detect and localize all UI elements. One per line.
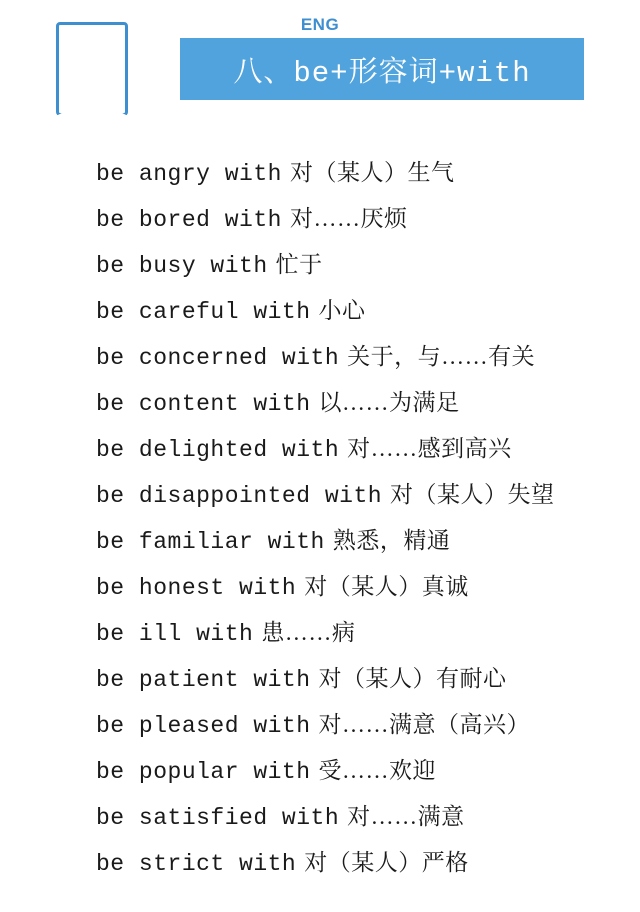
list-item xyxy=(0,150,640,196)
list-item xyxy=(0,840,640,886)
phrase-chinese: 小心 xyxy=(318,298,366,323)
list-item xyxy=(0,472,640,518)
phrase-english: be careful with xyxy=(96,299,311,325)
list-item xyxy=(0,426,640,472)
phrase-english: be honest with xyxy=(96,575,297,601)
phrase-chinese: 关于，与……有关 xyxy=(347,344,536,369)
phrase-english: be pleased with xyxy=(96,713,311,739)
phrase-english: be ill with xyxy=(96,621,254,647)
phrase-english: be familiar with xyxy=(96,529,325,555)
list-item xyxy=(0,334,640,380)
phrase-chinese: 忙于 xyxy=(275,252,323,277)
phrase-chinese: 对（某人）真诚 xyxy=(304,574,469,599)
list-item xyxy=(0,656,640,702)
phrase-english: be angry with xyxy=(96,161,282,187)
list-item xyxy=(0,748,640,794)
phrase-english: be disappointed with xyxy=(96,483,383,509)
document-header xyxy=(0,0,640,140)
list-item xyxy=(0,794,640,840)
page-title: 八、be+形容词+with xyxy=(233,56,531,90)
phrase-english: be popular with xyxy=(96,759,311,785)
list-item xyxy=(0,518,640,564)
phrase-chinese: 对……厌烦 xyxy=(289,206,408,231)
phrase-list xyxy=(0,150,640,886)
phrase-chinese: 患……病 xyxy=(261,620,356,645)
phrase-chinese: 以……为满足 xyxy=(318,390,460,415)
list-item xyxy=(0,196,640,242)
phrase-english: be bored with xyxy=(96,207,282,233)
phrase-english: be patient with xyxy=(96,667,311,693)
list-item xyxy=(0,564,640,610)
section-title-bar xyxy=(180,38,584,100)
phrase-chinese: 对（某人）有耐心 xyxy=(318,666,507,691)
phrase-chinese: 对……满意（高兴） xyxy=(318,712,531,737)
phrase-chinese: 对（某人）失望 xyxy=(390,482,555,507)
phrase-chinese: 受……欢迎 xyxy=(318,758,437,783)
list-item xyxy=(0,380,640,426)
phrase-english: be content with xyxy=(96,391,311,417)
list-item xyxy=(0,242,640,288)
phrase-english: be busy with xyxy=(96,253,268,279)
phrase-english: be delighted with xyxy=(96,437,340,463)
list-item xyxy=(0,610,640,656)
list-item xyxy=(0,702,640,748)
badge-label-line1: ENG xyxy=(300,15,340,34)
phrase-english: be satisfied with xyxy=(96,805,340,831)
phrase-chinese: 对（某人）严格 xyxy=(304,850,469,875)
phrase-english: be concerned with xyxy=(96,345,340,371)
phrase-chinese: 对（某人）生气 xyxy=(289,160,455,185)
phrase-chinese: 熟悉，精通 xyxy=(332,528,451,553)
list-item xyxy=(0,288,640,334)
phrase-chinese: 对……满意 xyxy=(347,804,465,829)
phrase-chinese: 对……感到高兴 xyxy=(347,436,512,461)
phrase-english: be strict with xyxy=(96,851,297,877)
